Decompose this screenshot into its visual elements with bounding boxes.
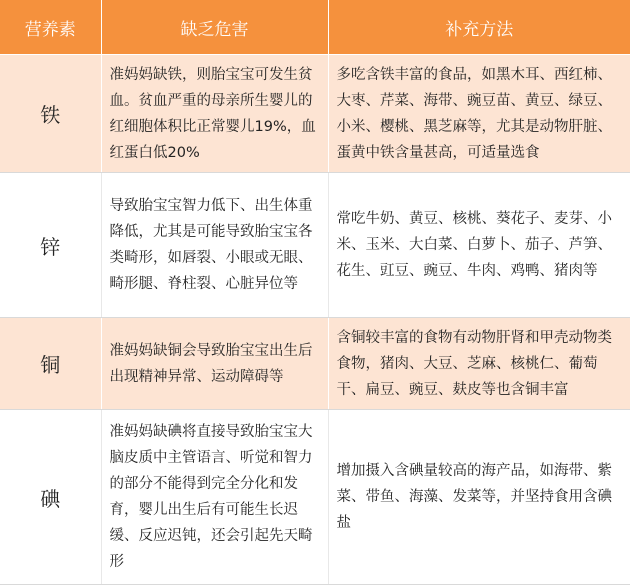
header-supplement-method: 补充方法 (328, 0, 630, 55)
remedy-cell: 含铜较丰富的食物有动物肝肾和甲壳动物类食物，猪肉、大豆、芝麻、核桃仁、葡萄干、扁豆、豌豆、麸皮等也含铜丰富 (328, 318, 630, 410)
element-cell: 锌 (0, 173, 101, 318)
remedy-cell: 增加摄入含碘量较高的海产品，如海带、紫菜、带鱼、海藻、发菜等，并坚持食用含碘盐 (328, 410, 630, 585)
element-cell: 铜 (0, 318, 101, 410)
remedy-cell: 多吃含铁丰富的食品，如黑木耳、西红柿、大枣、芹菜、海带、豌豆苗、黄豆、绿豆、小米、樱桃、黑芝麻等，尤其是动物肝脏、蛋黄中铁含量甚高，可适量选食 (328, 55, 630, 173)
header-row (0, 0, 630, 55)
table-row-iodine (0, 410, 630, 585)
harm-cell: 准妈妈缺铁，则胎宝宝可发生贫血。贫血严重的母亲所生婴儿的红细胞体积比正常婴儿19%，血红蛋白低20% (101, 55, 328, 173)
element-cell: 碘 (0, 410, 101, 585)
header-nutrient: 营养素 (0, 0, 101, 55)
harm-cell: 准妈妈缺碘将直接导致胎宝宝大脑皮质中主管语言、听觉和智力的部分不能得到完全分化和发育，婴儿出生后有可能生长迟缓、反应迟钝，还会引起先天畸形 (101, 410, 328, 585)
remedy-cell: 常吃牛奶、黄豆、核桃、葵花子、麦芽、小米、玉米、大白菜、白萝卜、茄子、芦笋、花生、豇豆、豌豆、牛肉、鸡鸭、猪肉等 (328, 173, 630, 318)
element-cell: 铁 (0, 55, 101, 173)
harm-cell: 准妈妈缺铜会导致胎宝宝出生后出现精神异常、运动障碍等 (101, 318, 328, 410)
table-row-zinc (0, 173, 630, 318)
table-row-iron (0, 55, 630, 173)
header-deficiency-harm: 缺乏危害 (101, 0, 328, 55)
harm-cell: 导致胎宝宝智力低下、出生体重降低，尤其是可能导致胎宝宝各类畸形，如唇裂、小眼或无眼、畸形腿、脊柱裂、心脏异位等 (101, 173, 328, 318)
table-row-copper (0, 318, 630, 410)
